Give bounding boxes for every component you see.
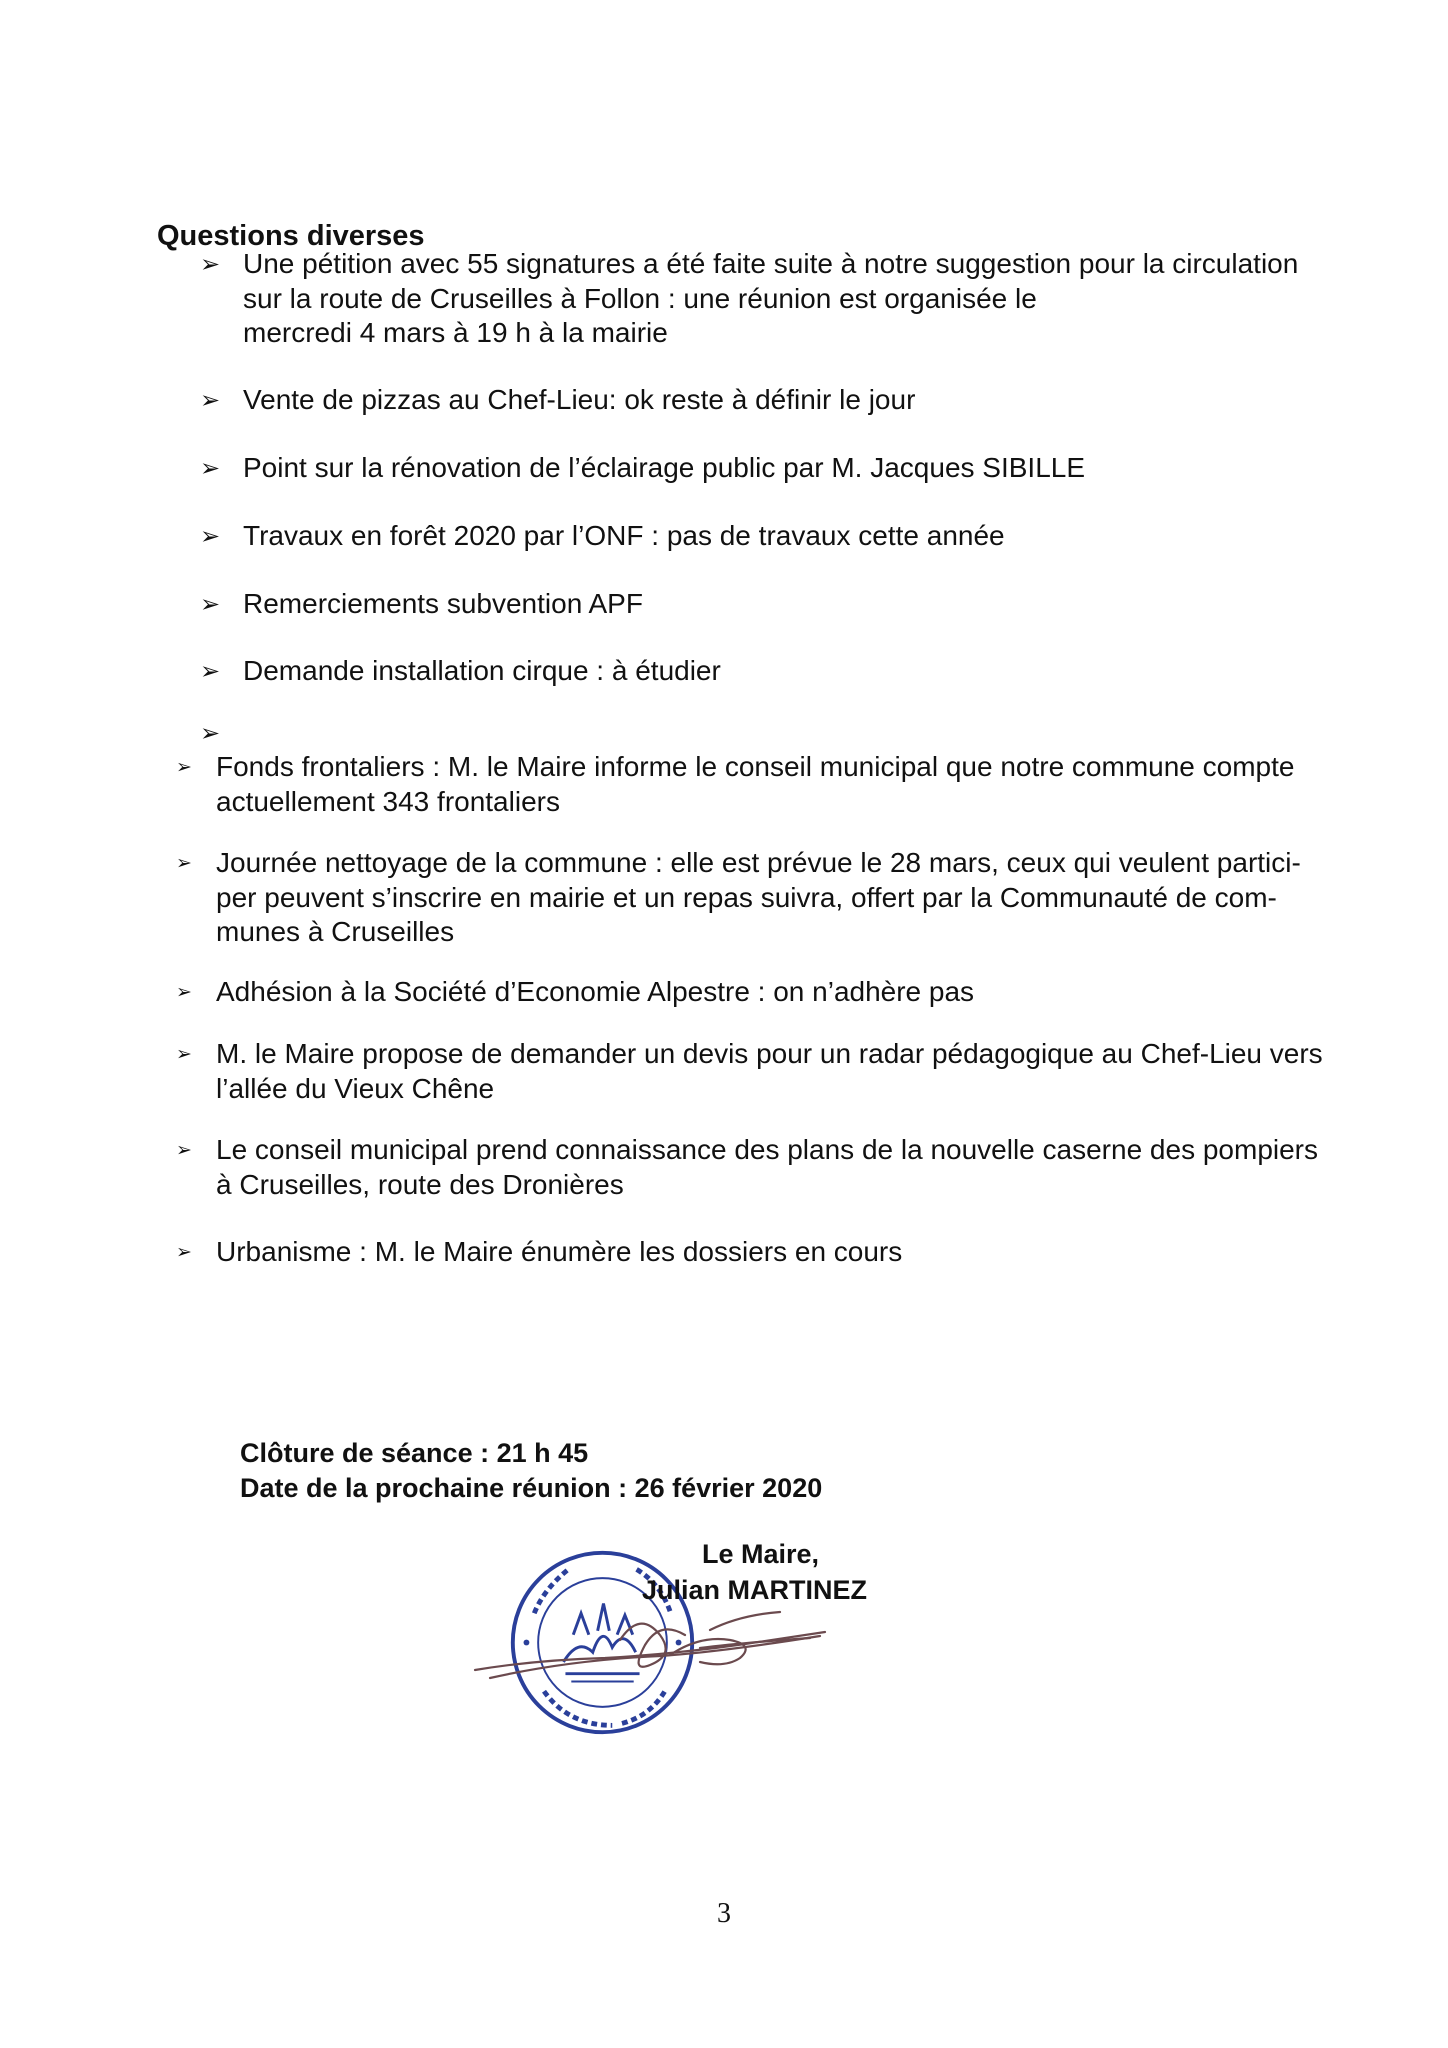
arrow-bullet-icon: ➢ bbox=[200, 590, 221, 618]
list-item bbox=[176, 750, 1376, 819]
arrow-bullet-icon: ➢ bbox=[200, 454, 221, 482]
list-item bbox=[176, 1133, 1376, 1202]
list-item-text: Fonds frontaliers : M. le Maire informe le conseil municipal que notre commune compte actuellement 343 frontaliers bbox=[216, 751, 1295, 817]
arrow-bullet-icon: ➢ bbox=[176, 1043, 192, 1065]
end-of-session: Clôture de séance : 21 h 45 bbox=[240, 1438, 589, 1468]
arrow-bullet-icon: ➢ bbox=[200, 250, 221, 278]
signer-title: Le Maire, bbox=[702, 1539, 820, 1569]
list-item bbox=[200, 383, 1363, 418]
list-item-text: Demande installation cirque : à étudier bbox=[243, 655, 721, 686]
arrow-bullet-icon: ➢ bbox=[176, 1241, 192, 1263]
list-item-text: Urbanisme : M. le Maire énumère les dossiers en cours bbox=[216, 1236, 903, 1267]
list-item bbox=[200, 451, 1363, 486]
list-item bbox=[200, 247, 1363, 351]
list-item-text: Le conseil municipal prend connaissance des plans de la nouvelle caserne des pompiers à Cruseilles, route des Dronières bbox=[216, 1134, 1319, 1200]
list-item-text: Vente de pizzas au Chef-Lieu: ok reste à définir le jour bbox=[243, 384, 916, 415]
list-item-text: Adhésion à la Société d’Economie Alpestre : on n’adhère pas bbox=[216, 976, 975, 1007]
list-item-text: Point sur la rénovation de l’éclairage public par M. Jacques SIBILLE bbox=[243, 452, 1086, 483]
signature-block bbox=[642, 1536, 868, 1608]
section-heading: Questions diverses bbox=[157, 220, 425, 252]
list-item bbox=[200, 519, 1363, 554]
arrow-bullet-icon: ➢ bbox=[176, 852, 192, 874]
list-item-text: M. le Maire propose de demander un devis pour un radar pédagogique au Chef-Lieu vers l’allée du Vieux Chêne bbox=[216, 1038, 1323, 1104]
list-item bbox=[176, 975, 1376, 1010]
handwritten-signature bbox=[470, 1600, 830, 1690]
arrow-bullet-icon: ➢ bbox=[176, 756, 192, 778]
arrow-bullet-icon: ➢ bbox=[200, 719, 221, 747]
list-item-text: Journée nettoyage de la commune : elle est prévue le 28 mars, ceux qui veulent partici- per peuvent s’inscrire en mairie et un repas suivra, offert par la Communauté de com- munes à Cruseilles bbox=[216, 847, 1301, 947]
list-item-text: Une pétition avec 55 signatures a été faite suite à notre suggestion pour la circulation sur la route de Cruseilles à Follon : une réunion est organisée le mercredi 4 mars à 19 h à la mairie bbox=[243, 248, 1299, 348]
list-item bbox=[176, 846, 1376, 950]
list-item bbox=[176, 1235, 1376, 1270]
next-meeting-date: Date de la prochaine réunion : 26 février 2020 bbox=[240, 1473, 823, 1503]
list-item-text: Travaux en forêt 2020 par l’ONF : pas de travaux cette année bbox=[243, 520, 1005, 551]
list-item bbox=[200, 654, 1363, 689]
arrow-bullet-icon: ➢ bbox=[200, 522, 221, 550]
signer-name: Julian MARTINEZ bbox=[642, 1575, 868, 1605]
arrow-bullet-icon: ➢ bbox=[200, 386, 221, 414]
arrow-bullet-icon: ➢ bbox=[176, 981, 192, 1003]
list-item-text: Remerciements subvention APF bbox=[243, 588, 643, 619]
list-item bbox=[200, 587, 1363, 622]
closing-block bbox=[240, 1436, 822, 1506]
list-item bbox=[176, 1037, 1376, 1106]
page-number: 3 bbox=[717, 1898, 731, 1929]
arrow-bullet-icon: ➢ bbox=[176, 1139, 192, 1161]
arrow-bullet-icon: ➢ bbox=[200, 657, 221, 685]
